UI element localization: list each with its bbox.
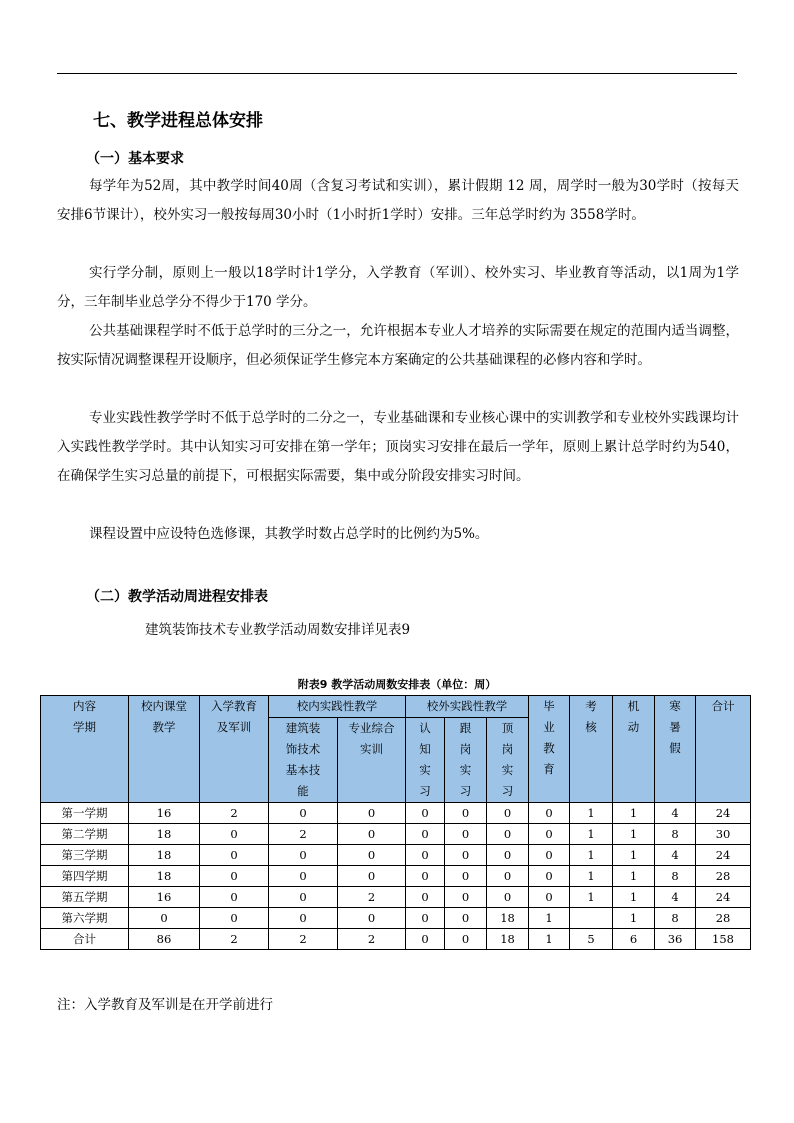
table-cell: 0 [338, 866, 406, 887]
header-entrance: 入学教育及军训 [200, 696, 269, 803]
table-cell: 1 [529, 929, 570, 950]
header-vacation: 寒暑假 [655, 696, 696, 803]
table-cell: 28 [696, 866, 751, 887]
row-term-label: 第五学期 [41, 887, 129, 908]
table-cell [570, 908, 613, 929]
table-cell: 0 [269, 887, 338, 908]
table-cell: 0 [529, 824, 570, 845]
table-cell: 0 [338, 824, 406, 845]
table-cell: 1 [613, 887, 655, 908]
table-cell: 1 [613, 908, 655, 929]
table-caption: 附表9 教学活动周数安排表（单位：周） [297, 678, 497, 691]
table-intro: 建筑装饰技术专业教学活动周数安排详见表9 [145, 622, 411, 638]
row-term-label: 合计 [41, 929, 129, 950]
table-cell: 8 [655, 824, 696, 845]
table-row [41, 866, 751, 887]
header-term: 学期 [73, 720, 96, 734]
paragraph-1: 每学年为52周，其中教学时间40周（含复习考试和实训），累计假期 12 周，周学时一般为30学时（按每天安排6节课计），校外实习一般按每周30小时（1小时折1学时）安排。三年总学时约为 3558学时。 [57, 178, 739, 223]
table-cell: 2 [200, 929, 269, 950]
table-cell: 1 [613, 845, 655, 866]
table-cell: 0 [487, 824, 529, 845]
paragraph-2: 实行学分制，原则上一般以18学时计1学分，入学教育（军训）、校外实习、毕业教育等活动，以1周为1学分，三年制毕业总学分不得少于170 学分。 [57, 265, 739, 310]
table-cell: 2 [338, 887, 406, 908]
table-cell: 0 [487, 887, 529, 908]
table-cell: 18 [129, 824, 200, 845]
table-cell: 28 [696, 908, 751, 929]
table-cell: 0 [406, 887, 445, 908]
table-body [41, 803, 751, 950]
table-cell: 0 [445, 845, 487, 866]
table-cell: 4 [655, 803, 696, 824]
table-row [41, 824, 751, 845]
header-cognitive-internship: 认知实习 [406, 718, 445, 803]
table-cell: 0 [338, 845, 406, 866]
table-cell: 0 [200, 845, 269, 866]
table-cell: 0 [129, 908, 200, 929]
table-cell: 0 [338, 908, 406, 929]
table-cell: 0 [445, 887, 487, 908]
paragraph-5: 课程设置中应设特色选修课，其教学时数占总学时的比例约为5%。 [89, 526, 489, 542]
header-graduation: 毕业教育 [529, 696, 570, 803]
table-cell: 0 [487, 803, 529, 824]
row-term-label: 第一学期 [41, 803, 129, 824]
table-cell: 0 [487, 845, 529, 866]
table-cell: 0 [406, 866, 445, 887]
table-cell: 86 [129, 929, 200, 950]
table-cell: 0 [445, 866, 487, 887]
schedule-table [40, 695, 751, 950]
table-cell: 0 [445, 908, 487, 929]
table-cell: 2 [338, 929, 406, 950]
section-heading: 七、教学进程总体安排 [93, 111, 263, 131]
header-classroom: 校内课堂教学 [129, 696, 200, 803]
table-cell: 24 [696, 845, 751, 866]
table-cell: 16 [129, 887, 200, 908]
table-cell: 0 [200, 908, 269, 929]
table-cell: 18 [487, 908, 529, 929]
table-cell: 0 [269, 845, 338, 866]
header-shadow-internship: 跟岗实习 [445, 718, 487, 803]
table-cell: 16 [129, 803, 200, 824]
table-cell: 1 [613, 803, 655, 824]
row-term-label: 第二学期 [41, 824, 129, 845]
row-term-label: 第四学期 [41, 866, 129, 887]
paragraph-4: 专业实践性教学学时不低于总学时的二分之一，专业基础课和专业核心课中的实训教学和专业校外实践课均计入实践性教学学时。其中认知实习可安排在第一学年；顶岗实习安排在最后一学年，原则上累计总学时约为540，在确保学生实习总量的前提下，可根据实际需要，集中或分阶段安排实习时间。 [57, 410, 739, 484]
table-cell: 1 [570, 866, 613, 887]
table-cell: 18 [129, 845, 200, 866]
header-offcampus: 校外实践性教学 [406, 696, 529, 718]
table-cell: 0 [200, 887, 269, 908]
table-cell: 24 [696, 887, 751, 908]
header-content: 内容 [73, 699, 96, 713]
table-cell: 0 [487, 866, 529, 887]
table-row [41, 908, 751, 929]
header-basic-skills: 建筑装饰技术基本技能 [269, 718, 338, 803]
header-total: 合计 [696, 696, 751, 803]
header-comprehensive-training: 专业综合实训 [338, 718, 406, 803]
table-cell: 4 [655, 845, 696, 866]
table-header-row-1 [41, 696, 751, 718]
table-cell: 0 [200, 824, 269, 845]
table-cell: 158 [696, 929, 751, 950]
table-cell: 0 [269, 803, 338, 824]
header-exam: 考核 [570, 696, 613, 803]
table-cell: 18 [487, 929, 529, 950]
table-cell: 0 [445, 929, 487, 950]
table-cell: 30 [696, 824, 751, 845]
header-rule [57, 73, 737, 74]
table-cell: 0 [529, 866, 570, 887]
table-cell: 0 [200, 866, 269, 887]
table-cell: 18 [129, 866, 200, 887]
table-row [41, 929, 751, 950]
table-cell: 0 [529, 887, 570, 908]
table-cell: 1 [570, 845, 613, 866]
row-term-label: 第六学期 [41, 908, 129, 929]
table-cell: 6 [613, 929, 655, 950]
header-oncampus: 校内实践性教学 [269, 696, 406, 718]
table-cell: 2 [269, 824, 338, 845]
table-cell: 0 [338, 803, 406, 824]
table-cell: 0 [406, 824, 445, 845]
table-cell: 4 [655, 887, 696, 908]
header-placement-internship: 顶岗实习 [487, 718, 529, 803]
table-note: 注：入学教育及军训是在开学前进行 [57, 997, 273, 1013]
table-cell: 0 [406, 803, 445, 824]
table-cell: 0 [529, 845, 570, 866]
table-cell: 1 [613, 824, 655, 845]
table-cell: 0 [445, 803, 487, 824]
table-cell: 1 [613, 866, 655, 887]
table-cell: 0 [269, 866, 338, 887]
table-cell: 0 [269, 908, 338, 929]
table-cell: 8 [655, 908, 696, 929]
table-cell: 2 [269, 929, 338, 950]
table-cell: 8 [655, 866, 696, 887]
header-content-term [41, 696, 129, 803]
table-cell: 0 [529, 803, 570, 824]
table-cell: 5 [570, 929, 613, 950]
table-cell: 1 [570, 803, 613, 824]
table-cell: 24 [696, 803, 751, 824]
subsection-title-basic-requirements: （一）基本要求 [86, 151, 184, 167]
table-cell: 0 [445, 824, 487, 845]
table-cell: 0 [406, 929, 445, 950]
table-cell: 36 [655, 929, 696, 950]
table-cell: 0 [406, 845, 445, 866]
row-term-label: 第三学期 [41, 845, 129, 866]
table-cell: 1 [529, 908, 570, 929]
table-cell: 1 [570, 824, 613, 845]
table-row [41, 845, 751, 866]
table-row [41, 803, 751, 824]
table-cell: 2 [200, 803, 269, 824]
table-cell: 0 [406, 908, 445, 929]
subsection-title-schedule: （二）教学活动周进程安排表 [86, 589, 268, 605]
table-row [41, 887, 751, 908]
header-flex: 机动 [613, 696, 655, 803]
paragraph-3: 公共基础课程学时不低于总学时的三分之一，允许根据本专业人才培养的实际需要在规定的范围内适当调整，按实际情况调整课程开设顺序，但必须保证学生修完本方案确定的公共基础课程的必修内容和学时。 [57, 323, 739, 368]
table-cell: 1 [570, 887, 613, 908]
